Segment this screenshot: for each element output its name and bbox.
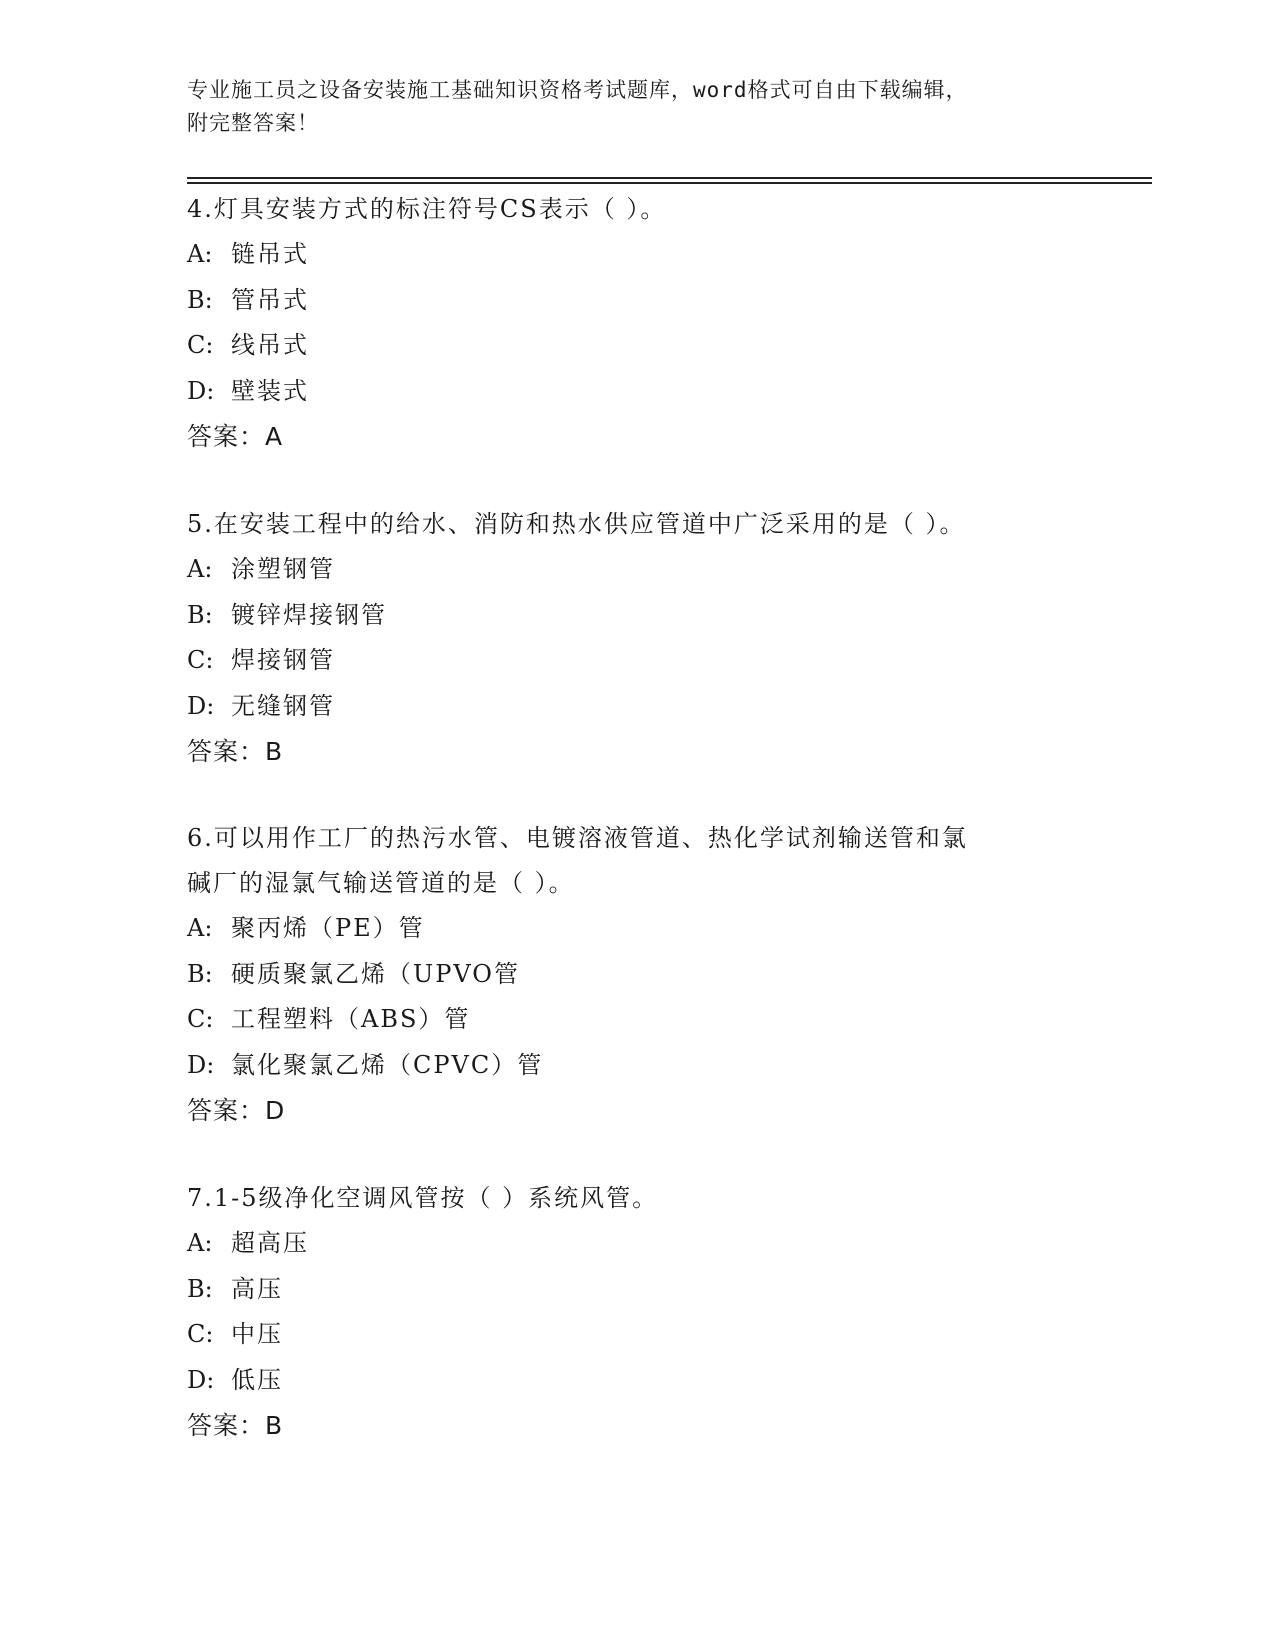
option-letter: A: xyxy=(187,1229,213,1257)
option-letter: B: xyxy=(187,959,213,988)
option-c xyxy=(187,997,1087,1043)
option-d xyxy=(187,684,1087,730)
option-text: 聚丙烯（PE）管 xyxy=(231,914,425,942)
option-text: 硬质聚氯乙烯（UPVO管 xyxy=(231,959,520,988)
option-a xyxy=(187,547,1087,593)
option-text: 涂塑钢管 xyxy=(231,555,335,583)
question-stem-line-2: 碱厂的湿氯气输送管道的是（ ）。 xyxy=(187,869,575,897)
option-text: 无缝钢管 xyxy=(231,691,335,720)
option-text: 高压 xyxy=(231,1274,283,1303)
question-stem-line-1: 6.可以用作工厂的热污水管、电镀溶液管道、热化学试剂输送管和氯 xyxy=(187,824,968,852)
option-letter: C: xyxy=(187,646,214,674)
question-stem: 4.灯具安装方式的标注符号CS表示（ ）。 xyxy=(187,195,667,223)
option-letter: C: xyxy=(187,331,214,359)
answer-label: 答案：D xyxy=(187,1096,286,1125)
option-d xyxy=(187,1043,1087,1089)
option-c xyxy=(187,1312,1087,1358)
option-letter: D: xyxy=(187,691,215,720)
option-text: 镀锌焊接钢管 xyxy=(231,600,387,629)
option-letter: B: xyxy=(187,1274,213,1303)
option-b xyxy=(187,952,1087,998)
option-b xyxy=(187,1267,1087,1313)
option-text: 低压 xyxy=(231,1365,283,1394)
answer-label: 答案：A xyxy=(187,422,284,451)
option-text: 链吊式 xyxy=(231,240,309,268)
option-text: 线吊式 xyxy=(231,331,309,359)
option-text: 管吊式 xyxy=(231,285,309,314)
option-letter: C: xyxy=(187,1320,214,1348)
option-d xyxy=(187,1358,1087,1404)
question-4 xyxy=(187,187,1087,459)
option-c xyxy=(187,323,1087,369)
header-divider-bottom xyxy=(187,182,1152,184)
option-letter: D: xyxy=(187,1365,215,1394)
option-d xyxy=(187,369,1087,415)
question-7 xyxy=(187,1176,1087,1448)
option-letter: D: xyxy=(187,1050,215,1079)
header-line-1: 专业施工员之设备安装施工基础知识资格考试题库，word格式可自由下载编辑， xyxy=(187,78,968,102)
question-stem: 5.在安装工程中的给水、消防和热水供应管道中广泛采用的是（ ）。 xyxy=(187,510,966,538)
header-divider-top xyxy=(187,177,1152,179)
answer-label: 答案：B xyxy=(187,1411,284,1440)
option-text: 中压 xyxy=(231,1320,283,1348)
option-text: 工程塑料（ABS）管 xyxy=(231,1005,471,1033)
option-a xyxy=(187,232,1087,278)
option-letter: B: xyxy=(187,285,213,314)
option-letter: A: xyxy=(187,240,213,268)
question-6 xyxy=(187,816,1087,1133)
option-letter: A: xyxy=(187,914,213,942)
option-text: 焊接钢管 xyxy=(231,646,335,674)
option-letter: D: xyxy=(187,376,215,405)
answer-label: 答案：B xyxy=(187,737,284,766)
option-letter: C: xyxy=(187,1005,214,1033)
option-letter: A: xyxy=(187,555,213,583)
option-a xyxy=(187,906,1087,952)
document-header xyxy=(187,74,1067,140)
option-a xyxy=(187,1221,1087,1267)
option-letter: B: xyxy=(187,600,213,629)
option-c xyxy=(187,638,1087,684)
option-b xyxy=(187,278,1087,324)
question-5 xyxy=(187,502,1087,774)
option-b xyxy=(187,593,1087,639)
option-text: 壁装式 xyxy=(231,376,309,405)
question-stem: 7.1-5级净化空调风管按（ ）系统风管。 xyxy=(187,1184,659,1212)
option-text: 超高压 xyxy=(231,1229,309,1257)
header-line-2: 附完整答案！ xyxy=(187,111,319,135)
option-text: 氯化聚氯乙烯（CPVC）管 xyxy=(231,1050,544,1079)
